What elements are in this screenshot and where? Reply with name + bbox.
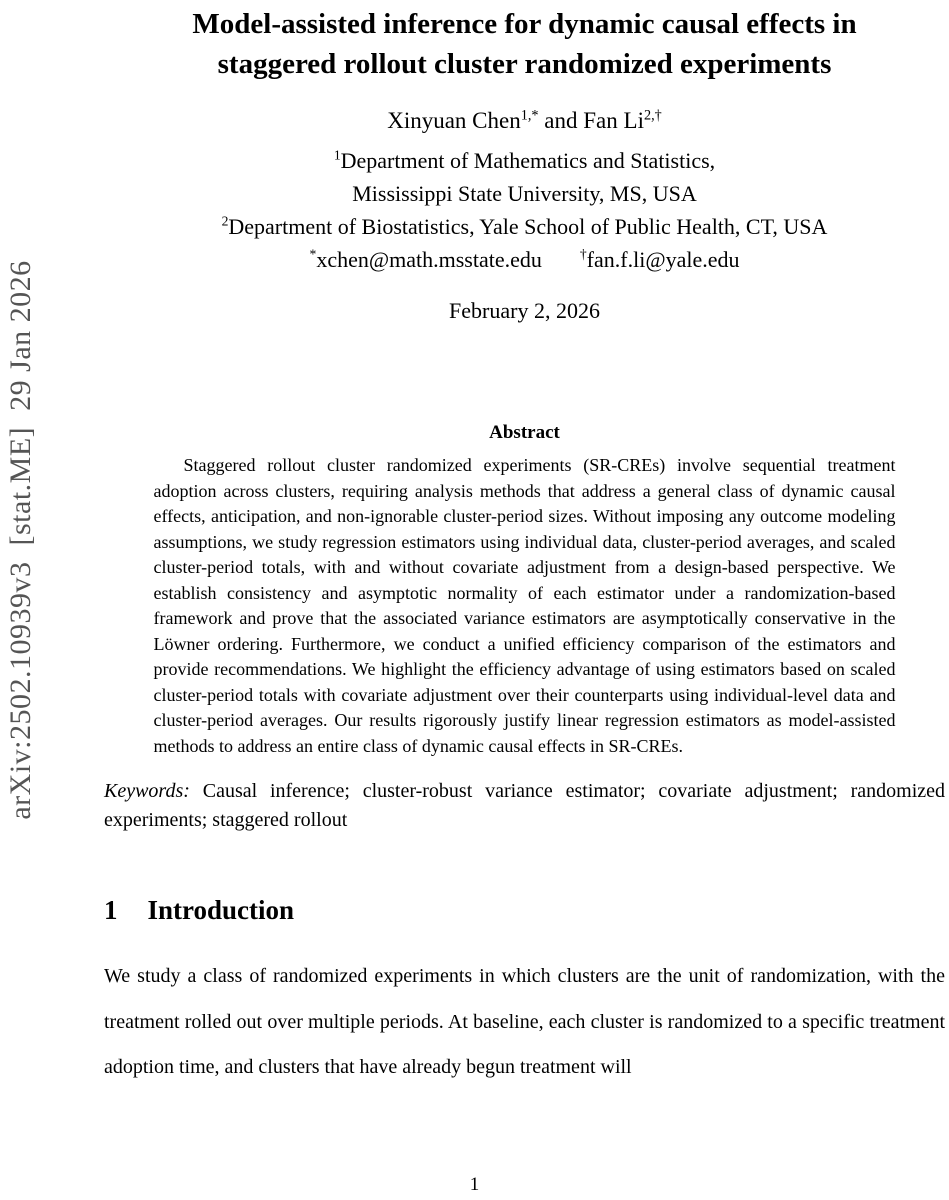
page-number: 1: [469, 1174, 480, 1195]
email-1-superscript: *: [309, 246, 317, 262]
arxiv-watermark: arXiv:2502.10939v3 [stat.ME] 29 Jan 2026: [4, 260, 37, 820]
author-separator: and: [538, 108, 584, 133]
title-line-2: staggered rollout cluster randomized experiments: [217, 48, 832, 80]
section-title: Introduction: [147, 895, 295, 925]
author-2-name: Fan Li: [583, 108, 644, 133]
author-1-superscript: 1,*: [520, 107, 539, 124]
affiliation-2-text: Department of Biostatistics, Yale School of Public Health, CT, USA: [228, 214, 828, 239]
affiliation-1-line-1: [104, 144, 945, 177]
author-1-name: Xinyuan Chen: [387, 108, 521, 133]
email-line: [104, 243, 945, 276]
paper-date: February 2, 2026: [449, 298, 600, 323]
abstract-text: Staggered rollout cluster randomized experiments (SR-CREs) involve sequential treatment adoption across clusters, requiring analysis methods that address a general class of dynamic causal effects, anticipation, and non-ignorable cluster-period sizes. Without imposing any outcome modeling assumptions, we study regression estimators using individual data, cluster-period averages, and scaled cluster-period totals, with and without covariate adjustment from a design-based perspective. We establish consistency and asymptotic normality of each estimator under a randomization-based framework and prove that the associated variance estimators are asymptotically conservative in the Löwner ordering. Furthermore, we conduct a unified efficiency comparison of the estimators and provide recommendations. We highlight the efficiency advantage of using estimators based on scaled cluster-period totals with covariate adjustment over their counterparts using individual-level data and cluster-period averages. Our results rigorously justify linear regression estimators as model-assisted methods to address an entire class of dynamic causal effects in SR-CREs.: [153, 455, 896, 756]
affiliation-1-line-2: Mississippi State University, MS, USA: [352, 181, 697, 206]
section-1-heading: [104, 895, 945, 926]
author-line: [104, 108, 945, 134]
affiliation-2-superscript: 2: [221, 213, 229, 229]
title-line-1: Model-assisted inference for dynamic causal effects in: [192, 8, 857, 40]
affiliation-1-text-1: Department of Mathematics and Statistics,: [340, 148, 716, 173]
paper-content: [104, 0, 945, 1091]
author-2-superscript: 2,†: [643, 107, 662, 124]
paper-title: [104, 4, 945, 84]
email-2-superscript: †: [579, 246, 587, 262]
email-2-address: fan.f.li@yale.edu: [586, 247, 740, 272]
affiliation-1-superscript: 1: [333, 147, 341, 163]
email-1: [310, 247, 542, 272]
affiliation-block: [104, 144, 945, 276]
affiliation-2-line: [104, 210, 945, 243]
abstract-heading: Abstract: [489, 422, 560, 443]
intro-paragraph: We study a class of randomized experiments in which clusters are the unit of randomization, with the treatment rolled out over multiple periods. At baseline, each cluster is randomized to a specific treatment adoption time, and clusters that have already begun treatment will: [104, 965, 945, 1078]
keywords-line: [104, 777, 945, 835]
keywords-text: Causal inference; cluster-robust variance estimator; covariate adjustment; randomized experiments; staggered rollout: [104, 780, 945, 831]
email-1-address: xchen@math.msstate.edu: [316, 247, 542, 272]
abstract-section: [154, 422, 896, 759]
keywords-label: Keywords:: [104, 780, 190, 802]
section-number: 1: [104, 895, 118, 925]
email-2: [580, 247, 740, 272]
